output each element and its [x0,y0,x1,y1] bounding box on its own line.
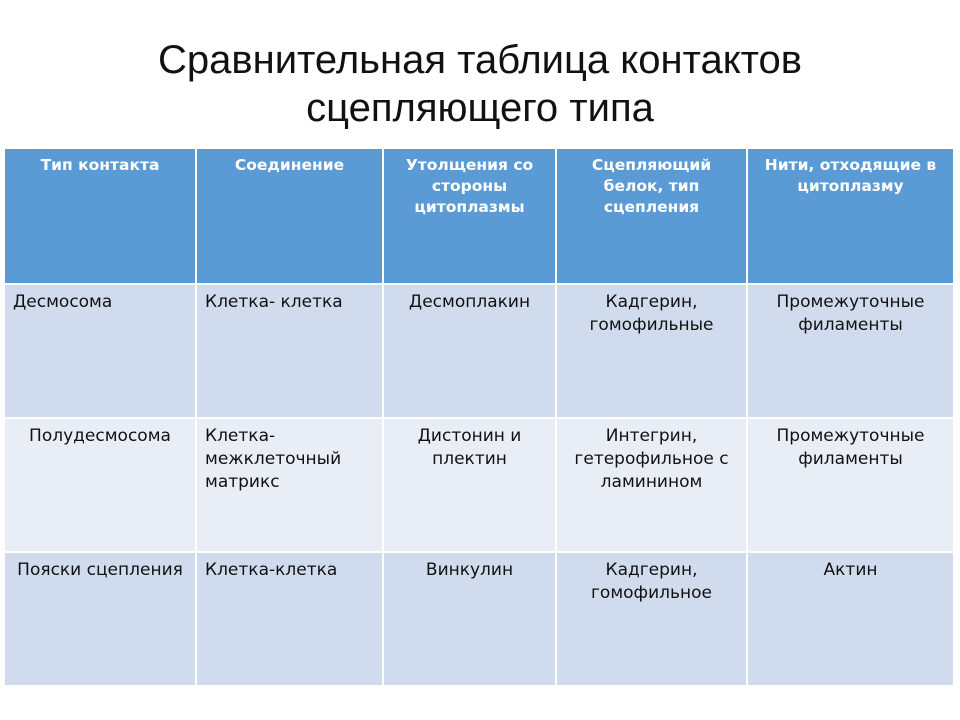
slide-title-line-1: Сравнительная таблица контактов [157,38,803,82]
cell-adhesion-protein: Кадгерин, гомофильные [556,284,747,418]
slide-title-line-2: сцепляющего типа [306,86,654,130]
cell-connection: Клетка- клетка [196,284,383,418]
table-row [4,552,954,686]
header-connection: Соединение [196,148,383,284]
table-row [4,418,954,552]
header-adhesion-protein: Сцепляющий белок, тип сцепления [556,148,747,284]
cell-filaments: Актин [747,552,954,686]
cell-filaments: Промежуточные филаменты [747,284,954,418]
table-header-row [4,148,954,284]
header-thickenings: Утолщения со стороны цитоплазмы [383,148,556,284]
cell-thickenings: Десмоплакин [383,284,556,418]
cell-contact-type: Десмосома [4,284,196,418]
cell-filaments: Промежуточные филаменты [747,418,954,552]
cell-thickenings: Дистонин и плектин [383,418,556,552]
cell-contact-type: Пояски сцепления [4,552,196,686]
comparison-table [3,147,955,687]
cell-connection: Клетка-клетка [196,552,383,686]
cell-adhesion-protein: Интегрин, гетерофильное с ламинином [556,418,747,552]
cell-connection: Клетка-межклеточный матрикс [196,418,383,552]
slide-title [0,36,960,132]
table-row [4,284,954,418]
cell-thickenings: Винкулин [383,552,556,686]
cell-contact-type: Полудесмосома [4,418,196,552]
cell-adhesion-protein: Кадгерин, гомофильное [556,552,747,686]
header-contact-type: Тип контакта [4,148,196,284]
header-filaments: Нити, отходящие в цитоплазму [747,148,954,284]
